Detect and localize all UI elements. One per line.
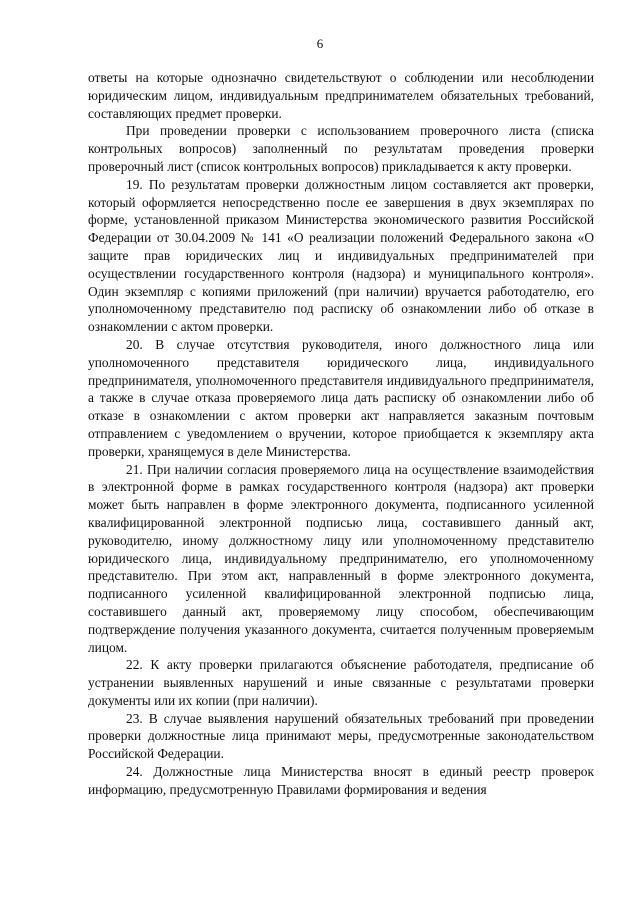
paragraph-21: 21. При наличии согласия проверяемого лица на осуществление взаимодействия в электронной форме в рамках государственного контроля (надзора) акт проверки может быть направлен в форме электронного документа, подписанного усиленной квалифицированной электронной подписью лица, составившего данный акт, руководителю, иному должностному лицу или уполномоченному представителю юридического лица, индивидуальному предпринимателю, его уполномоченному представителю. При этом акт, направленный в форме электронного документа, подписанного усиленной квалифицированной электронной подписью лица, составившего данный акт, проверяемому лицу способом, обеспечивающим подтверждение получения указанного документа, считается полученным проверяемым лицом. <box>88 461 594 655</box>
paragraph-19: 19. По результатам проверки должностным лицом составляется акт проверки, который оформляется непосредственно после ее завершения в двух экземплярах по форме, установленной приказом Министерства экономического развития Российской Федерации от 30.04.2009 № 141 «О реализации положений Федерального закона «О защите прав юридических лиц и индивидуальных предпринимателей при осуществлении государственного контроля (надзора) и муниципального контроля». Один экземпляр с копиями приложений (при наличии) вручается работодателю, его уполномоченному представителю под расписку об ознакомлении либо об отказе в ознакомлении с актом проверки. <box>88 176 594 335</box>
page-number: 6 <box>316 36 324 51</box>
paragraph-checklist: При проведении проверки с использованием проверочного листа (списка контрольных вопросов) заполненный по результатам проведения проверки проверочный лист (список контрольных вопросов) прикладывается к акту проверки. <box>88 123 594 174</box>
paragraph-22: 22. К акту проверки прилагаются объяснение работодателя, предписание об устранении выявленных нарушений и иные связанные с результатами проверки документы или их копии (при наличии). <box>88 657 594 708</box>
paragraph-24: 24. Должностные лица Министерства вносят в единый реестр проверок информацию, предусмотренную Правилами формирования и ведения <box>88 764 594 797</box>
paragraph-23: 23. В случае выявления нарушений обязательных требований при проведении проверки должностные лица принимают меры, предусмотренные законодательством Российской Федерации. <box>88 710 594 762</box>
document-body <box>88 69 594 799</box>
paragraph-20: 20. В случае отсутствия руководителя, иного должностного лица или уполномоченного представителя юридического лица, индивидуального предпринимателя, уполномоченного представителя индивидуального предпринимателя, а также в случае отказа проверяемого лица дать расписку об ознакомлении либо об отказе в ознакомлении с актом проверки акт направляется заказным почтовым отправлением с уведомлением о вручении, которое приобщается к экземпляру акта проверки, хранящемуся в деле Министерства. <box>88 336 594 459</box>
paragraph-continuation: ответы на которые однозначно свидетельствуют о соблюдении или несоблюдении юридическим лицом, индивидуальным предпринимателем обязательных требований, составляющих предмет проверки. <box>88 70 594 121</box>
